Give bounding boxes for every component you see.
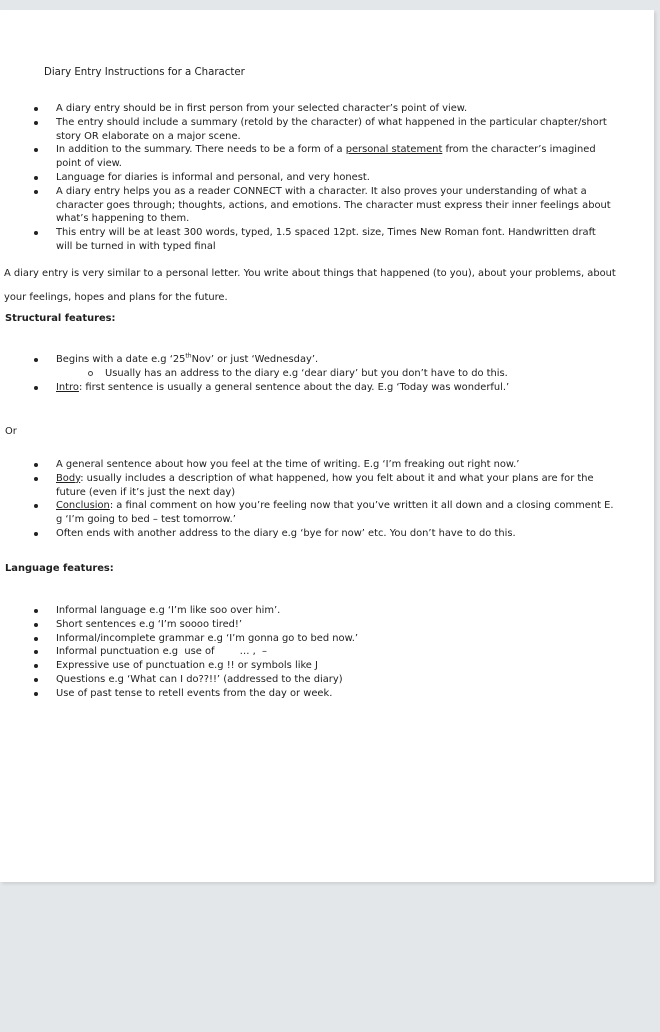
list-item: Language for diaries is informal and personal, and very honest. [0, 171, 654, 185]
list-item: Usually has an address to the diary e.g ‘dear diary’ but you don’t have to do this. [0, 367, 654, 381]
list-item: Often ends with another address to the diary e.g ‘bye for now’ etc. You don’t have to do this. [0, 527, 654, 541]
bullet-icon [34, 623, 38, 627]
list-item: Questions e.g ‘What can I do??!!’ (addressed to the diary) [0, 673, 654, 687]
bullet-icon [34, 148, 38, 152]
bullet-icon [34, 650, 38, 654]
list-item: A diary entry should be in first person from your selected character’s point of view. [0, 102, 654, 116]
list-item: In addition to the summary. There needs to be a form of a personal statement from the character’s imagined point of view. [0, 143, 654, 171]
document-page [0, 10, 654, 882]
bullet-icon [34, 231, 38, 235]
bullet-icon [34, 609, 38, 613]
bullet-icon [34, 664, 38, 668]
list-item: Informal punctuation e.g use of … , – [0, 645, 654, 659]
list-item: Informal/incomplete grammar e.g ‘I’m gonna go to bed now.’ [0, 632, 654, 646]
bullet-icon [34, 504, 38, 508]
bullet-icon [34, 176, 38, 180]
bullet-icon [34, 121, 38, 125]
bullet-icon [34, 532, 38, 536]
list-item: A general sentence about how you feel at the time of writing. E.g ‘I’m freaking out right now.’ [0, 458, 654, 472]
structural-list [0, 353, 654, 394]
language-features-heading: Language features: [5, 563, 114, 574]
list-item: Conclusion: a final comment on how you’re feeling now that you’ve written it all down and a closing comment E. g ‘I’m going to bed – test tomorrow.’ [0, 499, 654, 527]
bullet-icon [34, 692, 38, 696]
bullet-icon [34, 190, 38, 194]
list-item: Use of past tense to retell events from the day or week. [0, 687, 654, 701]
bullet-icon [34, 477, 38, 481]
bullet-icon [34, 358, 38, 362]
structural-features-heading: Structural features: [5, 313, 116, 324]
or-label: Or [5, 426, 17, 437]
list-item: This entry will be at least 300 words, typed, 1.5 spaced 12pt. size, Times New Roman font. Handwritten draft will be turned in with typed final [0, 226, 654, 254]
bullet-icon [34, 678, 38, 682]
intro-paragraph: A diary entry is very similar to a personal letter. You write about things that happened (to you), about your problems, about your feelings, hopes and plans for the future. [4, 268, 616, 303]
list-item: Informal language e.g ‘I’m like soo over him’. [0, 604, 654, 618]
list-item: The entry should include a summary (retold by the character) of what happened in the particular chapter/short story OR elaborate on a major scene. [0, 116, 654, 144]
bullet-icon [34, 386, 38, 390]
list-item: Intro: first sentence is usually a general sentence about the day. E.g ‘Today was wonderful.’ [0, 381, 654, 395]
structural-list-continued [0, 458, 654, 541]
list-item: Expressive use of punctuation e.g !! or symbols like J [0, 659, 654, 673]
language-list [0, 604, 654, 701]
bullet-icon [34, 107, 38, 111]
list-item: Body: usually includes a description of what happened, how you felt about it and what your plans are for the future (even if it’s just the next day) [0, 472, 654, 500]
list-item: Short sentences e.g ‘I’m soooo tired!’ [0, 618, 654, 632]
instructions-list [0, 102, 654, 254]
bullet-icon [34, 637, 38, 641]
document-title: Diary Entry Instructions for a Character [44, 67, 245, 78]
bullet-icon [34, 463, 38, 467]
list-item: A diary entry helps you as a reader CONNECT with a character. It also proves your understanding of what a character goes through; thoughts, actions, and emotions. The character must express their inner feelings about what’s happening to them. [0, 185, 654, 226]
list-item: Begins with a date e.g ‘25thNov’ or just ‘Wednesday’. [0, 353, 654, 367]
personal-statement-underlined: personal statement [345, 144, 443, 156]
hollow-bullet-icon [88, 371, 93, 376]
